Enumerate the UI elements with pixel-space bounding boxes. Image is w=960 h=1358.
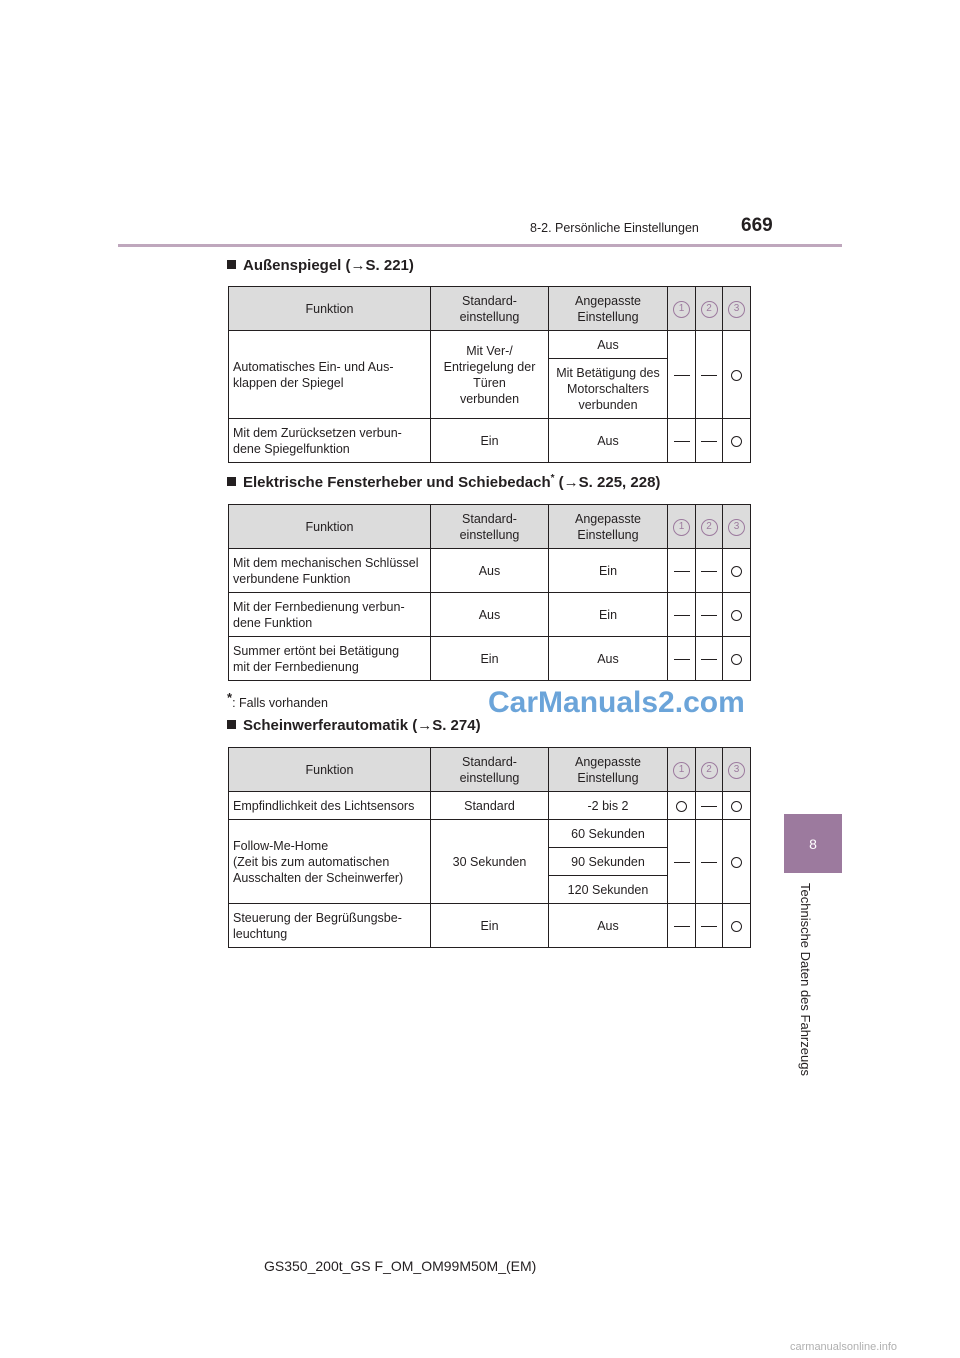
- dash-mark: [674, 571, 690, 572]
- circle-mark: [731, 566, 742, 577]
- dash-mark: [701, 441, 717, 442]
- chapter-tab: [784, 814, 842, 873]
- col-header-level-2: 2: [696, 287, 723, 331]
- section-heading-windows: Elektrische Fensterheber und Schiebedach* (→S. 225, 228): [227, 473, 660, 491]
- dash-mark: [701, 806, 717, 807]
- section-heading-lights: Scheinwerferautomatik (→S. 274): [227, 717, 481, 734]
- bottom-watermark: carmanualsonline.info: [790, 1341, 898, 1353]
- dash-mark: [674, 926, 690, 927]
- col-header-level-3: 3: [723, 287, 751, 331]
- table-row: Automatisches Ein- und Aus- klappen der Spiegel Mit Ver-/ Entriegelung der Türen verbunden Aus: [229, 331, 751, 359]
- watermark: CarManuals2.com: [488, 686, 745, 719]
- dash-mark: [701, 926, 717, 927]
- table-row: Summer ertönt bei Betätigung mit der Fernbedienung Ein Aus: [229, 637, 751, 681]
- chapter-tab-number: 8: [809, 835, 817, 852]
- col-header-default: Standard- einstellung: [431, 287, 549, 331]
- chapter-side-title: Technische Daten des Fahrzeugs: [798, 883, 813, 1076]
- col-header-custom: Angepasste Einstellung: [549, 505, 668, 549]
- col-header-level-2: 2: [696, 505, 723, 549]
- dash-mark: [674, 615, 690, 616]
- circle-mark: [676, 801, 687, 812]
- col-header-custom: Angepasste Einstellung: [549, 748, 668, 792]
- page-number: 669: [741, 215, 773, 236]
- dash-mark: [674, 659, 690, 660]
- col-header-custom: Angepasste Einstellung: [549, 287, 668, 331]
- table-row: Mit dem Zurücksetzen verbun- dene Spiegelfunktion Ein Aus: [229, 419, 751, 463]
- table-row: Follow-Me-Home (Zeit bis zum automatischen Ausschalten der Scheinwerfer) 30 Sekunden 60 Sekunden: [229, 820, 751, 848]
- dash-mark: [701, 862, 717, 863]
- table-row: Mit der Fernbedienung verbun- dene Funktion Aus Ein: [229, 593, 751, 637]
- circle-mark: [731, 921, 742, 932]
- lights-table: Funktion Standard- einstellung Angepasste Einstellung 1 2 3 Empfindlichkeit des Lichtsensors Standard -2 bis 2 Follow-Me-Home (Zeit bis zum automatischen Ausschalten der Scheinwerfer) 30 Sekunden 60 Sekunden 90 Sekunden 120 Sekunden Steuerung der Begrüßungsbe- leuchtung Ein Aus: [228, 747, 751, 948]
- table-row: Mit dem mechanischen Schlüssel verbundene Funktion Aus Ein: [229, 549, 751, 593]
- dash-mark: [674, 441, 690, 442]
- circle-mark: [731, 801, 742, 812]
- chapter-title: 8-2. Persönliche Einstellungen: [530, 221, 699, 235]
- col-header-level-3: 3: [723, 505, 751, 549]
- dash-mark: [674, 375, 690, 376]
- bullet-icon: [227, 260, 236, 269]
- col-header-level-1: 1: [668, 287, 696, 331]
- mirror-table: Funktion Standard- einstellung Angepasste Einstellung 1 2 3 Automatisches Ein- und Aus- klappen der Spiegel Mit Ver-/ Entriegelung der Türen verbunden Aus Mit Betätigung des Motorschalters verbunden Mit dem Zurücksetzen verbun- dene Spiegelfunktion Ein Aus: [228, 286, 751, 463]
- dash-mark: [701, 375, 717, 376]
- header-rule: [118, 244, 842, 247]
- document-code: GS350_200t_GS F_OM_OM99M50M_(EM): [264, 1258, 537, 1274]
- col-header-function: Funktion: [229, 287, 431, 331]
- col-header-level-1: 1: [668, 505, 696, 549]
- col-header-function: Funktion: [229, 505, 431, 549]
- dash-mark: [674, 862, 690, 863]
- circle-mark: [731, 654, 742, 665]
- table-row: Steuerung der Begrüßungsbe- leuchtung Ein Aus: [229, 904, 751, 948]
- bullet-icon: [227, 477, 236, 486]
- col-header-level-2: 2: [696, 748, 723, 792]
- dash-mark: [701, 571, 717, 572]
- col-header-function: Funktion: [229, 748, 431, 792]
- col-header-default: Standard- einstellung: [431, 748, 549, 792]
- windows-table: [228, 504, 751, 681]
- dash-mark: [701, 659, 717, 660]
- footnote: *: Falls vorhanden: [227, 690, 328, 711]
- circle-mark: [731, 436, 742, 447]
- dash-mark: [701, 615, 717, 616]
- col-header-default: Standard- einstellung: [431, 505, 549, 549]
- table-row: Empfindlichkeit des Lichtsensors Standard -2 bis 2: [229, 792, 751, 820]
- circle-mark: [731, 370, 742, 381]
- bullet-icon: [227, 720, 236, 729]
- col-header-level-3: 3: [723, 748, 751, 792]
- circle-mark: [731, 857, 742, 868]
- circle-mark: [731, 610, 742, 621]
- section-heading-mirror: Außenspiegel (→S. 221): [227, 257, 414, 274]
- col-header-level-1: 1: [668, 748, 696, 792]
